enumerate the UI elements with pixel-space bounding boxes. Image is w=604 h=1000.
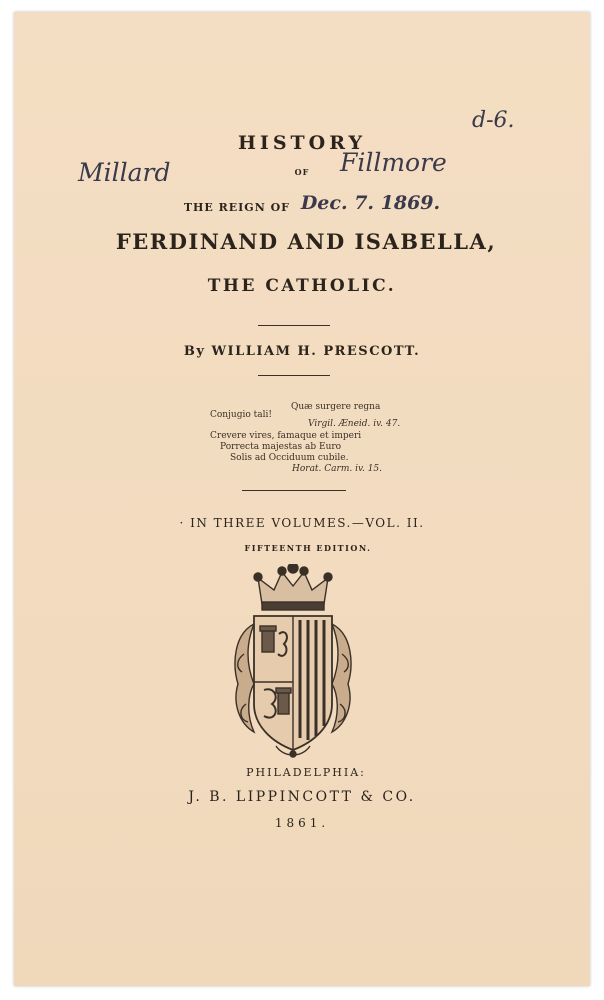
author-line: By WILLIAM H. PRESCOTT. xyxy=(183,344,421,359)
coat-of-arms-icon xyxy=(224,564,362,758)
publication-year: 1861. xyxy=(274,816,330,830)
title-of: OF xyxy=(294,167,310,177)
epigraph-line-3: Virgil. Æneid. iv. 47. xyxy=(308,419,401,429)
publisher-city: PHILADELPHIA: xyxy=(246,766,366,779)
title-reign-row xyxy=(24,194,600,216)
volumes-line: · IN THREE VOLUMES.—VOL. II. xyxy=(179,516,425,530)
title-the-reign-of: THE REIGN OF xyxy=(183,201,290,214)
edition-line: FIFTEENTH EDITION. xyxy=(244,543,372,553)
epigraph-line-6: Solis ad Occiduum cubile. xyxy=(230,453,349,463)
title-main: FERDINAND AND ISABELLA, xyxy=(115,229,497,254)
title-history: HISTORY xyxy=(237,132,367,154)
epigraph-line-1: Quæ surgere regna xyxy=(291,402,381,412)
title-subtitle: THE CATHOLIC. xyxy=(207,276,397,296)
rule-under-epigraph xyxy=(242,490,346,491)
handwritten-shelf-mark: d-6. xyxy=(472,108,515,133)
handwritten-name-first: Millard xyxy=(78,158,171,187)
handwritten-name-last: Fillmore xyxy=(340,148,447,177)
epigraph-line-7: Horat. Carm. iv. 15. xyxy=(292,464,383,474)
epigraph-line-4: Crevere vires, famaque et imperi xyxy=(210,431,362,441)
publisher-name: J. B. LIPPINCOTT & CO. xyxy=(188,789,416,805)
handwritten-date: Dec. 7. 1869. xyxy=(300,192,441,214)
epigraph-line-2: Conjugio tali! xyxy=(210,410,272,420)
title-page xyxy=(14,12,590,986)
epigraph-line-5: Porrecta majestas ab Euro xyxy=(220,442,342,452)
rule-under-author xyxy=(258,375,330,376)
rule-top xyxy=(258,325,330,326)
